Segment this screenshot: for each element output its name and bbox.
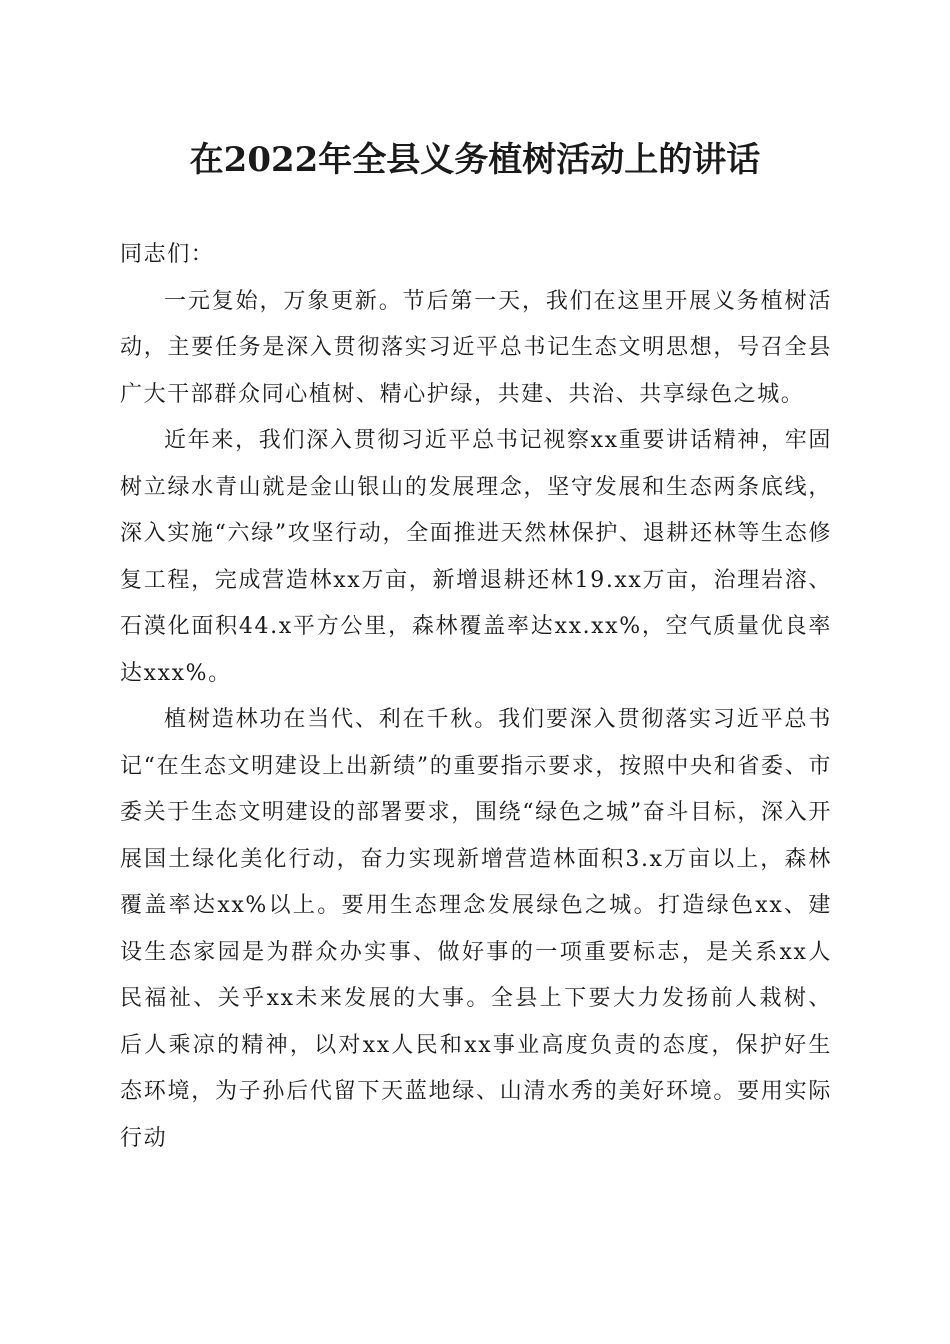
paragraph-goals: 植树造林功在当代、利在千秋。我们要深入贯彻落实习近平总书记“在生态文明建设上出新绩”的重要指示要求，按照中央和省委、市委关于生态文明建设的部署要求，围绕“绿色之城”奋斗目标，深入开展国土绿化美化行动，奋力实现新增营造林面积3.x万亩以上，森林覆盖率达xx%以上。要用生态理念发展绿色之城。打造绿色xx、建设生态家园是为群众办实事、做好事的一项重要标志，是关系xx人民福祉、关乎xx未来发展的大事。全县上下要大力发扬前人栽树、后人乘凉的精神，以对xx人民和xx事业高度负责的态度，保护好生态环境，为子孙后代留下天蓝地绿、山清水秀的美好环境。要用实际行动 [120, 707, 832, 1151]
document-body [120, 232, 832, 1162]
salutation: 同志们： [120, 242, 215, 267]
document-title: 在2022年全县义务植树活动上的讲话 [189, 140, 761, 180]
paragraph-opening: 一元复始，万象更新。节后第一天，我们在这里开展义务植树活动，主要任务是深入贯彻落实习近平总书记生态文明思想，号召全县广大干部群众同心植树、精心护绿，共建、共治、共享绿色之城。 [120, 288, 832, 407]
paragraph-achievements: 近年来，我们深入贯彻习近平总书记视察xx重要讲话精神，牢固树立绿水青山就是金山银山的发展理念，坚守发展和生态两条底线，深入实施“六绿”攻坚行动，全面推进天然林保护、退耕还林等生态修复工程，完成营造林xx万亩，新增退耕还林19.xx万亩，治理岩溶、石漠化面积44.x平方公里，森林覆盖率达xx.xx%，空气质量优良率达xxx%。 [120, 428, 832, 686]
